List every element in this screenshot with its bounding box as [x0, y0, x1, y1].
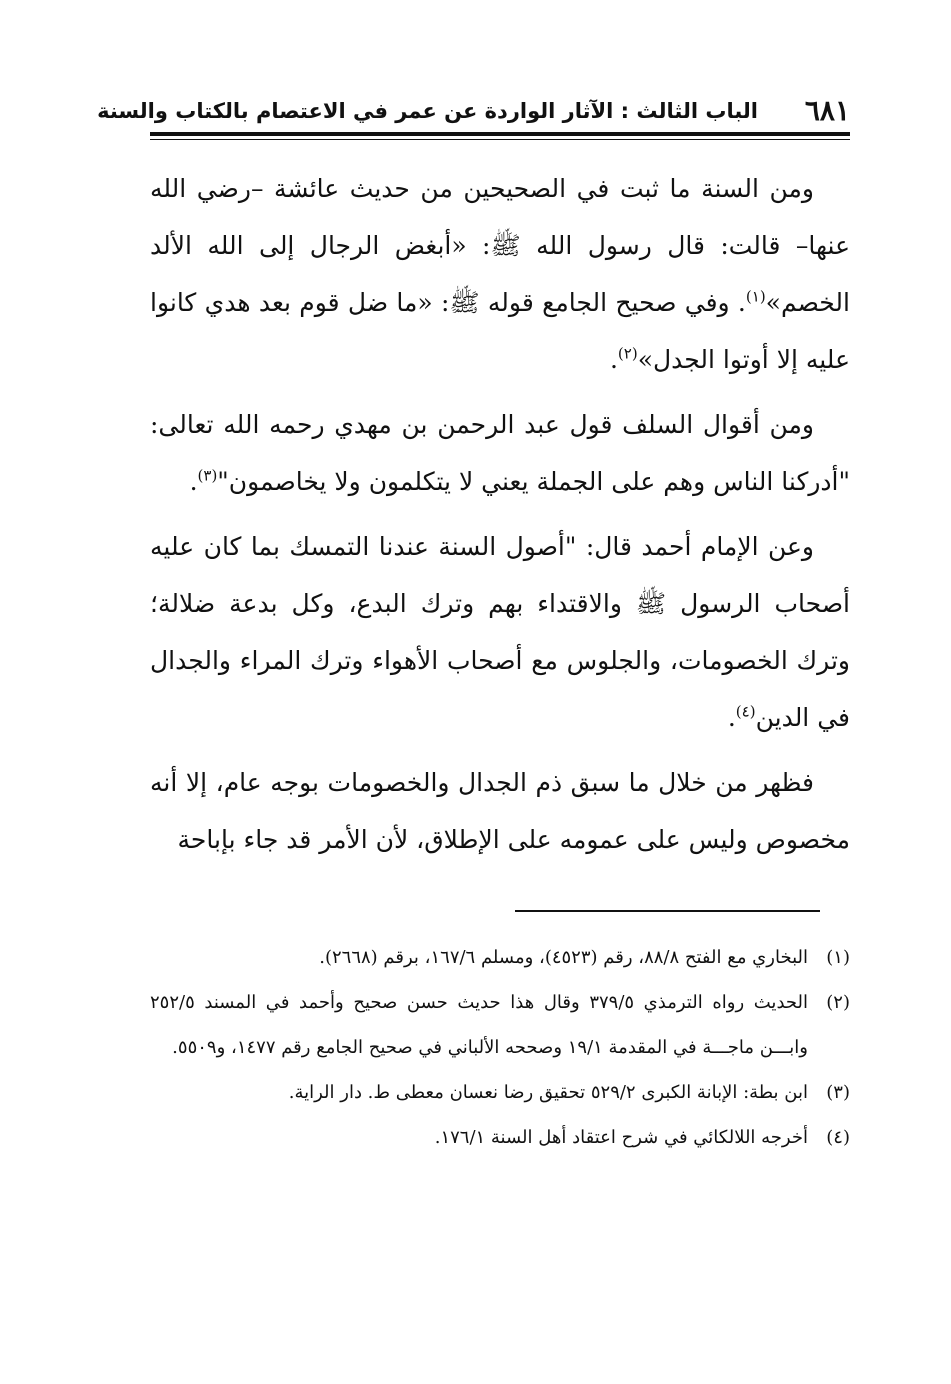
footnote: [150, 1070, 850, 1115]
paragraph-text: وعن الإمام أحمد قال: "أصول السنة عندنا التمسك بما كان عليه أصحاب الرسول ﷺ والاقتداء بهم وترك البدع، وكل بدعة ضلالة؛ وترك الخصومات، والجلوس مع أصحاب الأهواء وترك المراء والجدال في الدين: [150, 532, 850, 732]
paragraph-text: ومن السنة ما ثبت في الصحيحين من حديث عائشة –رضي الله عنها– قالت: قال رسول الله ﷺ: «أبغض الرجال إلى الله الألد الخصم»: [150, 174, 850, 317]
header-rule-thin: [150, 139, 850, 140]
header-rule: [150, 132, 850, 136]
paragraph: [150, 396, 850, 510]
footnote-text: أخرجه اللالكائي في شرح اعتقاد أهل السنة ١٧٦/١.: [434, 1127, 808, 1148]
footnote-number: (١): [826, 947, 850, 968]
running-head: الباب الثالث : الآثار الواردة عن عمر في الاعتصام بالكتاب والسنة: [97, 99, 758, 123]
footnote-separator: [515, 910, 820, 912]
paragraph-text: .: [189, 467, 198, 496]
paragraph-text: .: [727, 703, 736, 732]
paragraph: [150, 754, 850, 868]
footnote: [150, 980, 850, 1070]
footnote-ref: (٣): [197, 466, 218, 485]
footnote-text: الحديث رواه الترمذي ٣٧٩/٥ وقال هذا حديث حسن صحيح وأحمد في المسند ٢٥٢/٥ وابـــن ماجـــة في المقدمة ١٩/١ وصححه الألباني في صحيح الجامع رقم ١٤٧٧، و٥٥٠٩.: [150, 992, 808, 1058]
footnote-number: (٢): [826, 992, 850, 1013]
page-header: [97, 92, 850, 130]
footnote-number: (٣): [826, 1082, 850, 1103]
paragraph-text: . وفي صحيح الجامع قوله ﷺ: «ما ضل قوم بعد هدي كانوا عليه إلا أوتوا الجدل»: [150, 288, 850, 374]
paragraph: [150, 160, 850, 388]
footnote: [150, 1115, 850, 1160]
footnote-text: ابن بطة: الإبانة الكبرى ٥٢٩/٢ تحقيق رضا نعسان معطى ط. دار الراية.: [288, 1082, 808, 1103]
footnote-number: (٤): [826, 1127, 850, 1148]
page-number: ٦٨١: [804, 94, 850, 127]
footnote-ref: (٢): [617, 344, 638, 363]
paragraph-text: .: [609, 345, 618, 374]
footnotes: [150, 935, 850, 1160]
paragraph-text: ومن أقوال السلف قول عبد الرحمن بن مهدي رحمه الله تعالى: "أدركنا الناس وهم على الجملة يعني لا يتكلمون ولا يخاصمون": [150, 410, 850, 496]
footnote-ref: (١): [745, 287, 766, 306]
paragraph-text: فظهر من خلال ما سبق ذم الجدال والخصومات بوجه عام، إلا أنه مخصوص وليس على عمومه على الإطلاق، لأن الأمر قد جاء بإباحة: [150, 768, 850, 854]
footnote-ref: (٤): [735, 702, 756, 721]
body-text: [150, 160, 850, 876]
paragraph: [150, 518, 850, 746]
footnote-text: البخاري مع الفتح ٨٨/٨، رقم (٤٥٢٣)، ومسلم ١٦٧/٦، برقم (٢٦٦٨).: [319, 947, 808, 968]
footnote: [150, 935, 850, 980]
